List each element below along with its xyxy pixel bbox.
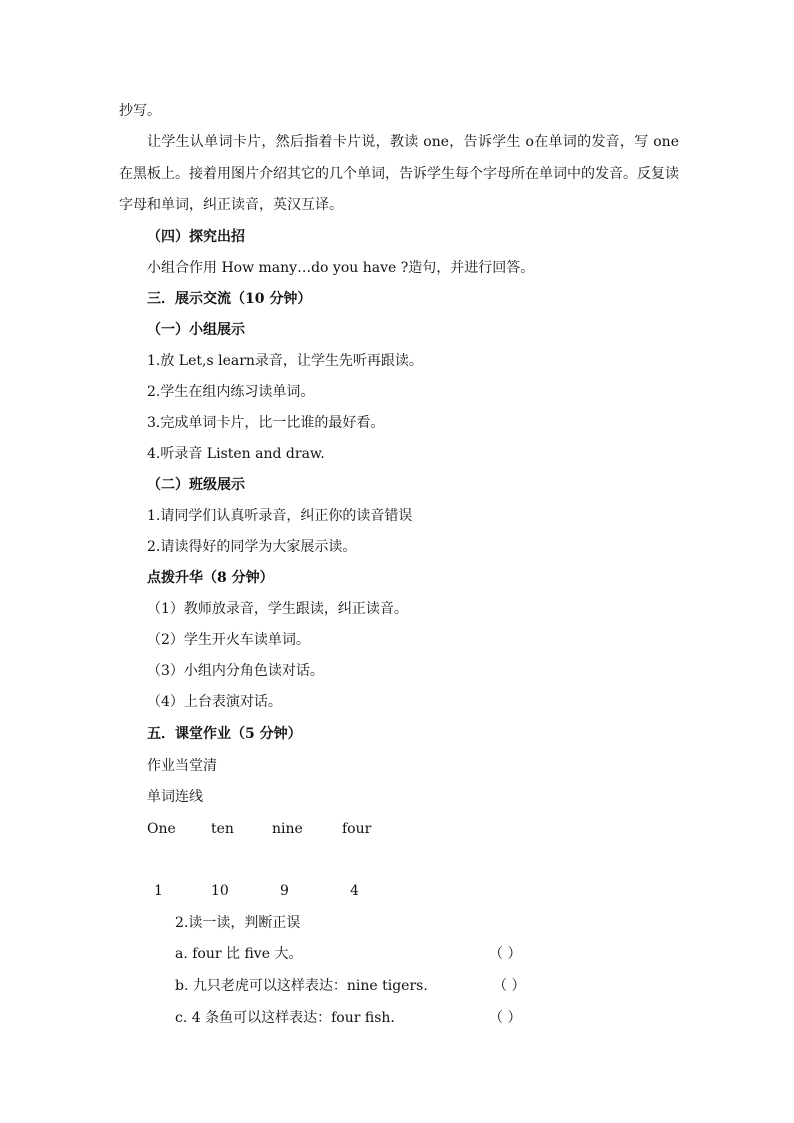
question-text: a. four 比 five 大。 — [175, 946, 303, 962]
matching-number: 4 — [350, 883, 359, 899]
text-line-homework-1: 作业当堂清 — [147, 758, 217, 774]
matching-number: 10 — [211, 883, 229, 899]
matching-word: nine — [272, 821, 303, 837]
question-item-a — [175, 944, 535, 964]
list-item-group-2: 2.学生在组内练习读单词。 — [147, 384, 315, 400]
list-item-class-2: 2.请读得好的同学为大家展示读。 — [147, 539, 357, 555]
text-line-explore: 小组合作用 How many…do you have ?造句，并进行回答。 — [147, 260, 535, 276]
paragraph-word-cards: 让学生认单词卡片，然后指着卡片说，教读 one，告诉学生 o在单词的发音，写 one 在黑板上。接着用图片介绍其它的几个单词，告诉学生每个字母所在单词中的发音。反复读字母和单词，纠正读音，英汉互译。 — [119, 134, 679, 213]
matching-word: four — [342, 821, 372, 837]
question-item-c — [175, 1008, 535, 1028]
heading-class-show: （二）班级展示 — [147, 477, 245, 493]
matching-word: ten — [211, 821, 234, 837]
list-item-class-1: 1.请同学们认真听录音，纠正你的读音错误 — [147, 508, 413, 524]
heading-explore: （四）探究出招 — [147, 229, 245, 245]
answer-parentheses[interactable]: （ ） — [493, 978, 526, 994]
heading-guide: 点拨升华（8 分钟） — [147, 570, 274, 586]
text-line-copy: 抄写。 — [119, 103, 161, 119]
heading-homework: 五．课堂作业（5 分钟） — [147, 726, 302, 742]
list-item-guide-1: （1）教师放录音，学生跟读，纠正读音。 — [147, 601, 408, 617]
list-item-guide-4: （4）上台表演对话。 — [147, 694, 282, 710]
question-text: c. 4 条鱼可以这样表达：four fish. — [175, 1010, 395, 1026]
list-item-group-1: 1.放 Let,s learn录音，让学生先听再跟读。 — [147, 353, 423, 369]
matching-word: One — [147, 821, 176, 837]
heading-group-show: （一）小组展示 — [147, 322, 245, 338]
list-item-group-4: 4.听录音 Listen and draw. — [147, 446, 325, 462]
list-item-group-3: 3.完成单词卡片，比一比谁的最好看。 — [147, 415, 385, 431]
question-item-b — [175, 976, 535, 996]
question-2-title: 2.读一读，判断正误 — [175, 915, 301, 931]
matching-number: 9 — [280, 883, 289, 899]
matching-number: 1 — [154, 883, 163, 899]
answer-parentheses[interactable]: （ ） — [489, 946, 522, 962]
question-text: b. 九只老虎可以这样表达：nine tigers. — [175, 978, 428, 994]
text-line-homework-2: 单词连线 — [147, 789, 203, 805]
heading-show-exchange: 三．展示交流（10 分钟） — [147, 291, 312, 307]
list-item-guide-3: （3）小组内分角色读对话。 — [147, 663, 324, 679]
list-item-guide-2: （2）学生开火车读单词。 — [147, 632, 310, 648]
answer-parentheses[interactable]: （ ） — [489, 1010, 522, 1026]
